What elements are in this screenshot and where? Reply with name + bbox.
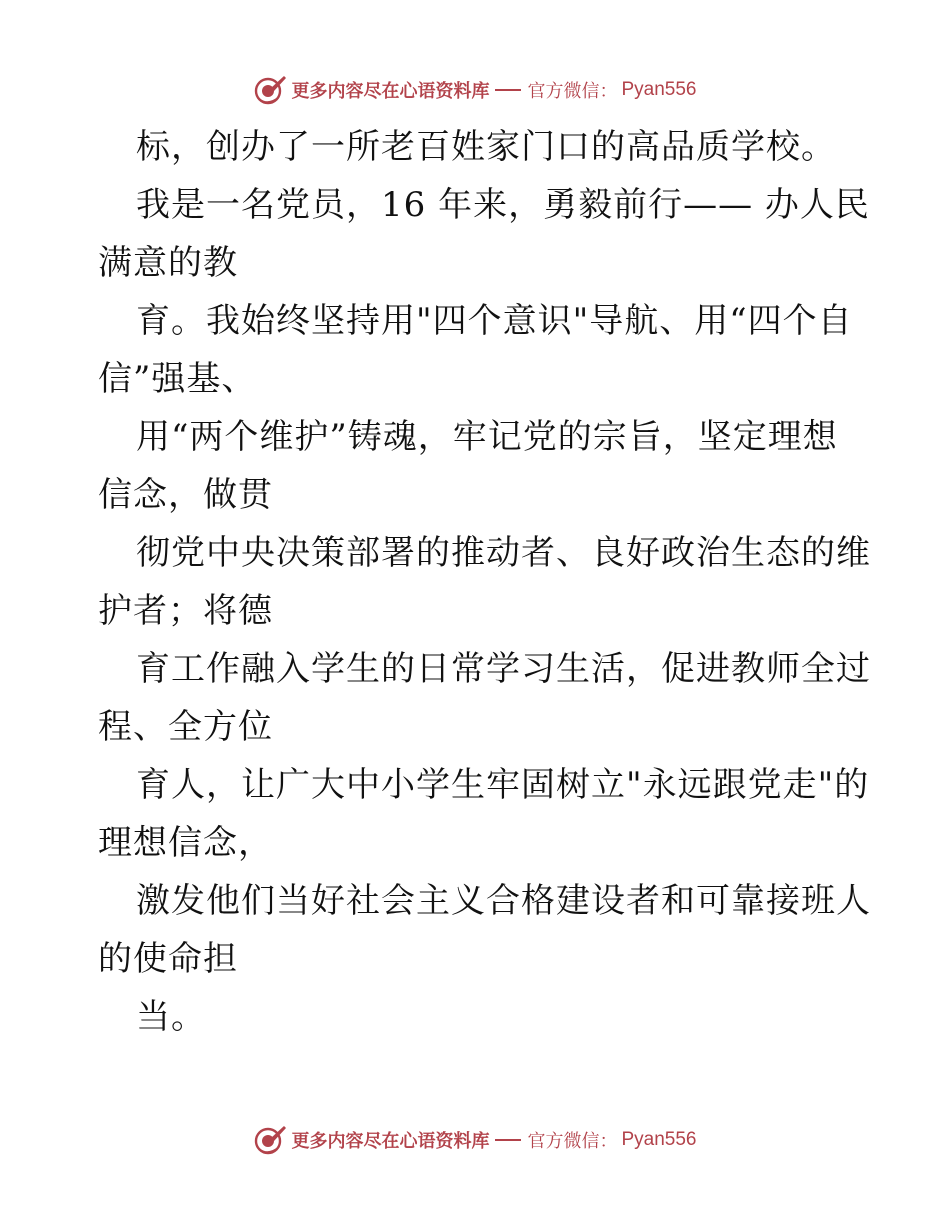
watermark-wechat-id: Pyan556 [621,1129,697,1150]
body-line: 护者；将德 [98,591,273,631]
body-line: 育人，让广大中小学生牢固树立"永远跟党走"的 [136,765,870,805]
watermark-wechat-id: Pyan556 [621,79,697,100]
body-line: 育工作融入学生的日常学习生活，促进教师全过 [136,649,871,689]
watermark-sub-text: 官方微信： [527,81,618,102]
watermark-sub-text: 官方微信： [527,1131,618,1152]
watermark-group [253,73,696,107]
watermark-dash [495,89,521,91]
watermark-group [253,1123,696,1157]
pen-logo-icon [253,73,287,107]
body-line: 程、全方位 [98,707,273,747]
body-line: 我是一名党员，16 年来，勇毅前行—— 办人民 [136,185,870,225]
body-line: 育。我始终坚持用"四个意识"导航、用“四个自 [136,301,853,341]
pen-logo-icon [253,1123,287,1157]
body-line: 彻党中央决策部署的推动者、良好政治生态的维 [136,533,871,573]
body-line: 标，创办了一所老百姓家门口的高品质学校。 [136,127,836,167]
header-watermark [0,70,950,110]
body-line: 理想信念， [98,823,273,863]
watermark-dash [495,1139,521,1141]
body-line: 信念，做贯 [98,475,273,515]
watermark-main-text: 更多内容尽在心语资料库 [291,81,490,102]
document-body [98,118,871,1046]
body-line: 用“两个维护”铸魂，牢记党的宗旨，坚定理想 [136,417,838,457]
body-line: 信”强基、 [98,359,257,399]
footer-watermark [0,1120,950,1160]
body-line: 当。 [136,997,206,1037]
watermark-main-text: 更多内容尽在心语资料库 [291,1131,490,1152]
body-line: 满意的教 [98,243,238,283]
body-line: 的使命担 [98,939,238,979]
body-line: 激发他们当好社会主义合格建设者和可靠接班人 [136,881,871,921]
